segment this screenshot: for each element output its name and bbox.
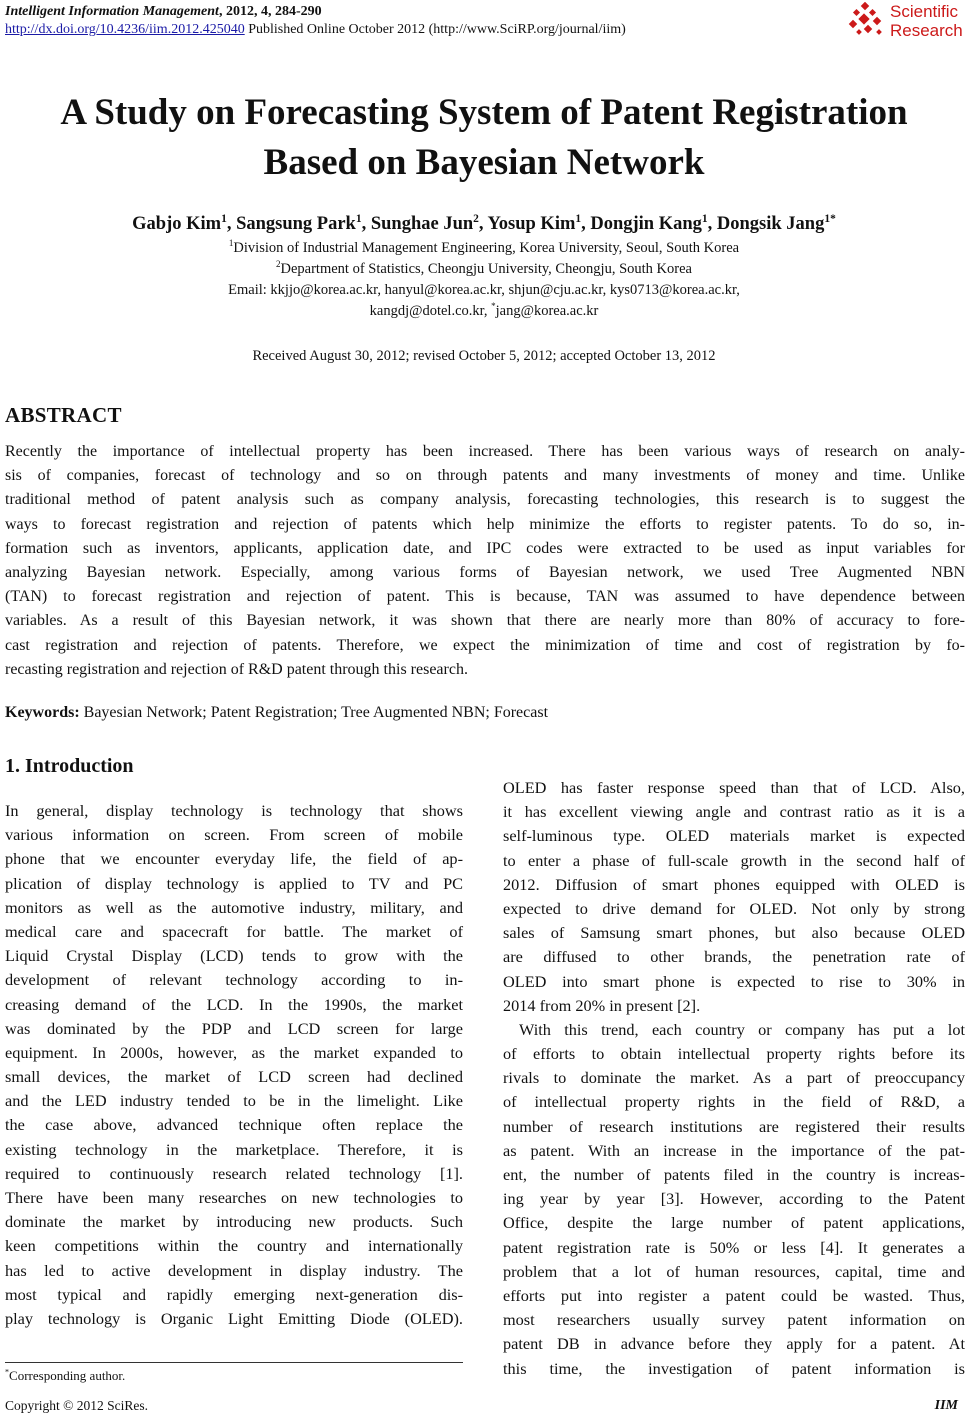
abstract-line: cast registration and rejection of patents. Therefore, we expect the minimization of time and cost of registration by fo- (5, 636, 965, 654)
email-text: kangdj@dotel.co.kr, (369, 303, 492, 319)
keywords-label: Keywords: (5, 704, 80, 721)
body-line: equipment. In 2000s, however, as the market expanded to (5, 1042, 463, 1062)
email-text: jang@korea.ac.kr (495, 303, 599, 319)
body-line: 2014 from 20% in present [2]. (503, 995, 701, 1015)
logo-line-2: Research (890, 21, 963, 40)
body-line: medical care and spacecraft for battle. The market of (5, 921, 463, 941)
abstract-line: traditional method of patent analysis such as company analysis, forecasting technologies, this research is to suggest the (5, 491, 965, 509)
body-line: various information on screen. From screen of mobile (5, 825, 463, 845)
body-line: creasing demand of the LCD. In the 1990s, the market (5, 994, 463, 1014)
body-line: are diffused to other brands, the penetration rate of (503, 947, 965, 967)
body-line: There have been many researches on new technologies to (5, 1188, 463, 1207)
body-line: development of relevant technology according to in- (5, 970, 463, 990)
body-line: most researchers usually survey patent information on (503, 1310, 965, 1330)
abstract-body (5, 440, 965, 682)
logo-mark-icon (848, 2, 888, 40)
paper-title (20, 88, 948, 188)
logo-line-1: Scientific (890, 2, 959, 21)
author: Sunghae Jun (370, 214, 474, 234)
body-line: 2012. Diffusion of smart phones equipped with OLED is (503, 874, 965, 894)
title-line-1: A Study on Forecasting System of Patent Registration (60, 92, 908, 133)
body-line: phone that we encounter everyday life, the field of ap- (5, 849, 463, 869)
affil-text: Division of Industrial Management Engineering, Korea University, Seoul, South Korea (233, 240, 740, 256)
author-affil-sup: 1 (221, 212, 227, 225)
abstract-line: sis of companies, forecast of technology and so on through patents and many investments of money and time. Unlike (5, 467, 965, 485)
body-line: required to continuously research related technology [1]. (5, 1163, 463, 1183)
logo-text (890, 2, 963, 40)
published-note: Published Online October 2012 (http://www.SciRP.org/journal/iim) (244, 22, 626, 37)
body-line: patent DB in advance before they apply for a patent. At (503, 1334, 965, 1354)
abstract-line: ways to forecast registration and rejection of patents which help minimize the efforts to register patents. To do so, in- (5, 515, 965, 533)
footnote-mark: * (5, 1367, 10, 1377)
journal-header (5, 3, 322, 20)
copyright: Copyright © 2012 SciRes. (5, 1398, 149, 1413)
body-line: number of research institutions are registered their results (503, 1116, 965, 1136)
body-line: was dominated by the PDP and LCD screen for large (5, 1018, 463, 1038)
body-line: plication of display technology is applied to TV and PC (5, 873, 463, 893)
body-line: monitors as well as the automotive industry, military, and (5, 897, 463, 917)
abstract-line: formation such as inventors, applicants, application date, and IPC codes were extracted to be used as input variables for (5, 539, 965, 557)
author-affil-sup: 1 (355, 212, 362, 225)
body-line: expected to drive demand for OLED. Not only by strong (503, 898, 965, 918)
body-line: it has excellent viewing angle and contrast ratio as it is a (503, 802, 965, 822)
author: Yosup Kim (487, 214, 576, 234)
doi-line (5, 21, 626, 38)
author: Gabjo Kim (132, 214, 222, 234)
body-line: In general, display technology is technology that shows (5, 801, 463, 820)
author-affil-sup: 1 (701, 212, 708, 225)
body-line: sales of Samsung smart phones, but also because OLED (503, 923, 965, 943)
body-line: the case above, advanced technique often replace the (5, 1115, 463, 1135)
footnote-divider (5, 1362, 463, 1363)
email-line-2 (20, 301, 948, 322)
affil-text: Department of Statistics, Cheongju University, Cheongju, South Korea (280, 261, 692, 277)
left-column (5, 799, 463, 1331)
right-column (503, 776, 965, 1381)
affil-sup: 2 (276, 259, 281, 270)
journal-abbreviation: IIM (934, 1398, 958, 1413)
body-line: rivals to dominate the market. As a part of preoccupancy (503, 1068, 965, 1088)
body-line: OLED into smart phone is expected to rise to 30% in (503, 971, 965, 991)
corresponding-sup: * (491, 301, 496, 312)
author-affil-sup: 2 (473, 212, 479, 225)
abstract-heading: ABSTRACT (5, 403, 122, 427)
body-line: of efforts to obtain intellectual property rights before its (503, 1044, 965, 1064)
author-affil-sup: 1 (575, 212, 582, 225)
author: Dongjin Kang (590, 214, 702, 234)
body-line: to enter a phase of full-scale growth in the second half of (503, 850, 965, 870)
affiliation-1 (20, 238, 948, 259)
body-line: keen competitions within the country and internationally (5, 1236, 463, 1256)
abstract-line: (TAN) to forecast registration and rejection of patent. This is because, TAN was assumed to have dependence between (5, 588, 965, 606)
body-line: of intellectual property rights in the field of R&D, a (503, 1092, 965, 1112)
author-affil-sup: 1* (824, 212, 836, 225)
body-line: problem that a lot of human resources, capital, time and (503, 1261, 965, 1281)
received-dates: Received August 30, 2012; revised October 5, 2012; accepted October 13, 2012 (252, 348, 716, 364)
body-line: Office, despite the large number of patent applications, (503, 1213, 965, 1233)
email-line-1: Email: kkjjo@korea.ac.kr, hanyul@korea.ac.kr, shjun@cju.ac.kr, kys0713@korea.ac.kr, (228, 282, 740, 298)
body-line: and the LED industry tended to be in the limelight. Like (5, 1091, 463, 1111)
doi-link[interactable]: http://dx.doi.org/10.4236/iim.2012.425040 (5, 22, 245, 37)
title-line-2: Based on Bayesian Network (263, 142, 705, 183)
author: Dongsik Jang (716, 214, 825, 234)
author-list: Gabjo Kim$^1$, Sangsung Park$^1$, Sunghae Jun$^2$, Yosup Kim$^1$, Dongjin Kang$^1$, Dongsik Jang$^{1*}$ (132, 212, 836, 234)
body-line: ing year by year [3]. However, according to the Patent (503, 1189, 965, 1209)
footnote (5, 1368, 125, 1384)
body-line: has led to active development in display industry. The (5, 1260, 463, 1280)
body-line: play technology is Organic Light Emitting Diode (OLED). (5, 1308, 463, 1328)
body-line: With this trend, each country or company has put a lot (519, 1019, 965, 1039)
body-line: efforts put into register a patent could be wasted. Thus, (503, 1285, 965, 1305)
body-line: patent registration rate is 50% or less [4]. It generates a (503, 1237, 965, 1257)
body-line: dominate the market by introducing new products. Such (5, 1212, 463, 1232)
body-line: existing technology in the marketplace. Therefore, it is (5, 1139, 463, 1159)
keywords-text: Bayesian Network; Patent Registration; Tree Augmented NBN; Forecast (79, 704, 549, 721)
body-line: Liquid Crystal Display (LCD) tends to grow with the (5, 946, 463, 966)
footnote-text: Corresponding author. (9, 1368, 126, 1383)
keywords (5, 703, 548, 723)
body-line: as patent. With an increase in the importance of the pat- (503, 1140, 965, 1160)
abstract-line: variables. As a result of this Bayesian network, it was shown that there are nearly more than 80% of accuracy to fore- (5, 612, 965, 630)
author: Sangsung Park (236, 214, 356, 234)
section-heading: 1. Introduction (5, 755, 134, 777)
affiliation-2 (20, 259, 948, 280)
abstract-line: Recently the importance of intellectual property has been increased. There has been various ways of research on analy- (5, 443, 965, 460)
affil-sup: 1 (228, 238, 234, 249)
body-line: self-luminous type. OLED materials market is expected (503, 826, 965, 846)
body-line: small devices, the market of LCD screen had declined (5, 1067, 463, 1087)
abstract-line: analyzing Bayesian network. Especially, among various forms of Bayesian network, we used Tree Augmented NBN (5, 564, 965, 582)
body-line: ent, the number of patents filed in the country is increas- (503, 1165, 965, 1184)
abstract-line: recasting registration and rejection of R&D patent through this research. (5, 660, 468, 678)
body-line: this time, the investigation of patent information is (503, 1358, 965, 1378)
journal-volume: , 2012, 4, 284-290 (218, 4, 322, 19)
publisher-logo (848, 2, 968, 42)
body-line: most typical and rapidly emerging next-generation dis- (5, 1284, 463, 1304)
journal-name: Intelligent Information Management (5, 4, 219, 19)
body-line: OLED has faster response speed than that of LCD. Also, (503, 778, 965, 797)
